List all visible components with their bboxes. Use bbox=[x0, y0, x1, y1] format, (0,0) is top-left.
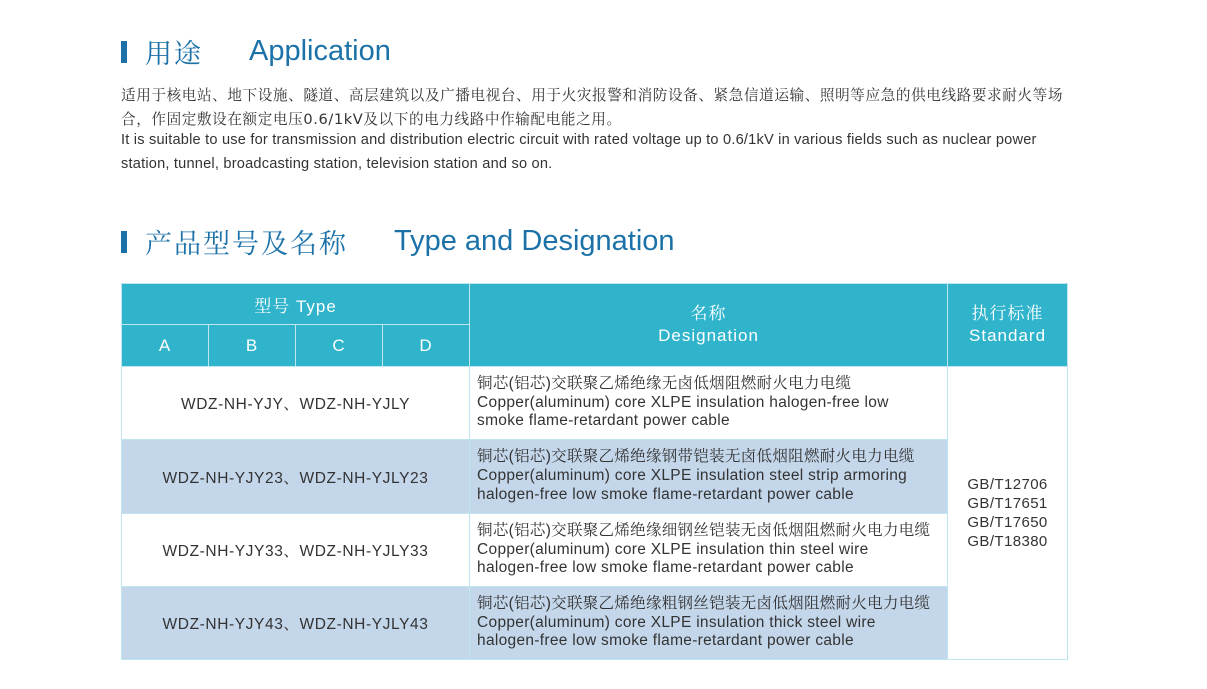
designation-line: smoke flame-retardant power cable bbox=[477, 412, 730, 430]
designation-heading bbox=[121, 222, 675, 261]
header-designation-cn: 名称 bbox=[690, 304, 727, 323]
type-designation-table bbox=[121, 283, 1068, 660]
header-standard-cn: 执行标准 bbox=[971, 304, 1044, 323]
header-col-b: B bbox=[209, 325, 296, 367]
designation-line: 铜芯(铝芯)交联聚乙烯绝缘粗钢丝铠装无卤低烟阻燃耐火电力电缆 bbox=[477, 594, 931, 612]
designation-cell bbox=[470, 587, 948, 660]
header-col-c: C bbox=[296, 325, 383, 367]
designation-cell bbox=[470, 367, 948, 440]
designation-line: halogen-free low smoke flame-retardant power cable bbox=[477, 559, 854, 577]
designation-line: Copper(aluminum) core XLPE insulation steel strip armoring bbox=[477, 467, 908, 485]
standard-cell bbox=[948, 367, 1068, 660]
header-designation-en: Designation bbox=[658, 326, 759, 345]
designation-cell bbox=[470, 514, 948, 587]
model-cell: WDZ-NH-YJY33、WDZ-NH-YJLY33 bbox=[122, 514, 470, 587]
table-row bbox=[122, 367, 1068, 440]
designation-line: 铜芯(铝芯)交联聚乙烯绝缘细钢丝铠装无卤低烟阻燃耐火电力电缆 bbox=[477, 521, 931, 539]
application-heading bbox=[121, 32, 391, 71]
model-cell: WDZ-NH-YJY23、WDZ-NH-YJLY23 bbox=[122, 440, 470, 514]
table-row bbox=[122, 587, 1068, 660]
application-text-cn: 适用于核电站、地下设施、隧道、高层建筑以及广播电视台、用于火灾报警和消防设备、紧急信道运输、照明等应急的供电线路要求耐火等场合，作固定敷设在额定电压0.6/1kV及以下的电力线路中作输配电能之用。 bbox=[121, 87, 1064, 128]
application-text-en: It is suitable to use for transmission and distribution electric circuit with rated voltage up to 0.6/1kV in various fields such as nuclear power station, tunnel, broadcasting station, television station and so on. bbox=[121, 132, 1037, 172]
designation-line: halogen-free low smoke flame-retardant power cable bbox=[477, 485, 854, 503]
header-col-d: D bbox=[383, 325, 470, 367]
heading-bar-marker bbox=[121, 41, 127, 63]
designation-line: Copper(aluminum) core XLPE insulation halogen-free low bbox=[477, 393, 889, 411]
standard-item: GB/T18380 bbox=[967, 533, 1048, 550]
header-standard bbox=[948, 284, 1068, 367]
model-cell: WDZ-NH-YJY、WDZ-NH-YJLY bbox=[122, 367, 470, 440]
designation-title-en: Type and Designation bbox=[394, 225, 675, 257]
application-title-cn: 用途 bbox=[145, 39, 203, 70]
standard-item: GB/T17650 bbox=[967, 514, 1048, 531]
table-row bbox=[122, 440, 1068, 514]
designation-line: halogen-free low smoke flame-retardant power cable bbox=[477, 632, 854, 650]
header-designation bbox=[470, 284, 948, 367]
designation-line: Copper(aluminum) core XLPE insulation thin steel wire bbox=[477, 540, 869, 558]
designation-line: 铜芯(铝芯)交联聚乙烯绝缘无卤低烟阻燃耐火电力电缆 bbox=[477, 374, 852, 392]
header-standard-en: Standard bbox=[969, 326, 1047, 345]
header-type: 型号 Type bbox=[122, 284, 470, 325]
designation-line: 铜芯(铝芯)交联聚乙烯绝缘钢带铠装无卤低烟阻燃耐火电力电缆 bbox=[477, 448, 915, 466]
standard-item: GB/T12706 bbox=[967, 476, 1048, 493]
application-title-en: Application bbox=[249, 35, 391, 67]
designation-line: Copper(aluminum) core XLPE insulation thick steel wire bbox=[477, 613, 876, 631]
designation-title-cn: 产品型号及名称 bbox=[145, 229, 348, 260]
designation-cell bbox=[470, 440, 948, 514]
heading-bar-marker bbox=[121, 231, 127, 253]
standard-item: GB/T17651 bbox=[967, 495, 1048, 512]
table-row bbox=[122, 514, 1068, 587]
model-cell: WDZ-NH-YJY43、WDZ-NH-YJLY43 bbox=[122, 587, 470, 660]
header-col-a: A bbox=[122, 325, 209, 367]
